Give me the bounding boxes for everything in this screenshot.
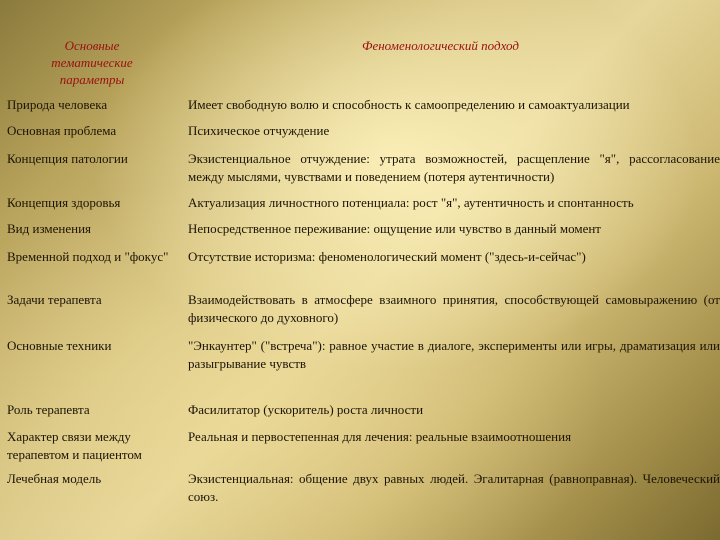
row-parameter: Задачи терапевта: [7, 292, 102, 307]
row-parameter: Концепция патологии: [7, 151, 128, 166]
row-description: Отсутствие историзма: феноменологический момент ("здесь-и-сейчас"): [188, 249, 586, 264]
row-parameter: Вид изменения: [7, 221, 92, 236]
column-header-parameters: Основные тематические параметры: [51, 38, 133, 87]
row-description: Имеет свободную волю и способность к самоопределению и самоактуализации: [188, 97, 630, 112]
row-description: "Энкаунтер" ("встреча"): равное участие в диалоге, эксперименты или игры, драматизация или разыгрывание чувств: [188, 338, 720, 371]
row-description: Экзистенциальное отчуждение: утрата возможностей, расщепление "я", рассогласование между мыслями, чувствами и поведением (потеря аутентичности): [188, 151, 720, 184]
row-description: Реальная и первостепенная для лечения: реальные взаимоотношения: [188, 429, 572, 444]
row-description: Взаимодействовать в атмосфере взаимного принятия, способствующей самовыражению (от физического до духовного): [188, 292, 720, 325]
row-description: Психическое отчуждение: [188, 123, 330, 138]
row-description: Фасилитатор (ускоритель) роста личности: [188, 402, 424, 417]
row-description: Экзистенциальная: общение двух равных людей. Эгалитарная (равноправная). Человеческий союз.: [188, 471, 720, 504]
row-description: Непосредственное переживание: ощущение или чувство в данный момент: [188, 221, 601, 236]
row-description: Актуализация личностного потенциала: рост "я", аутентичность и спонтанность: [188, 195, 634, 210]
row-parameter: Природа человека: [7, 97, 108, 112]
row-parameter: Временной подход и "фокус": [7, 249, 169, 264]
column-header-approach: Феноменологический подход: [362, 38, 519, 53]
row-parameter: Концепция здоровья: [7, 195, 121, 210]
row-parameter: Основные техники: [7, 338, 112, 353]
row-parameter: Лечебная модель: [7, 471, 102, 486]
row-parameter: Роль терапевта: [7, 402, 90, 417]
row-parameter: Характер связи между терапевтом и пациентом: [7, 429, 142, 462]
row-parameter: Основная проблема: [7, 123, 117, 138]
